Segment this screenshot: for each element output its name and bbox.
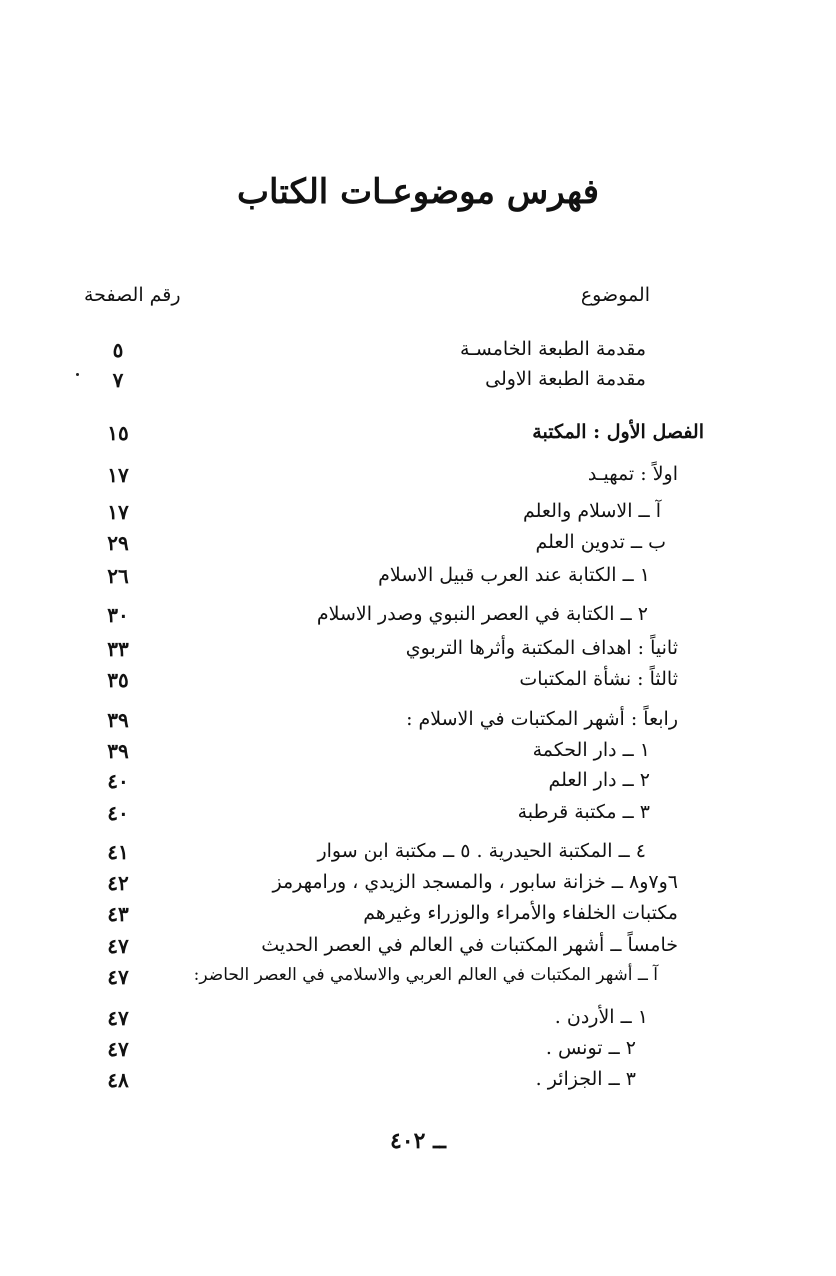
toc-entry-page: ٢٩ [107, 531, 129, 555]
toc-entry [0, 668, 836, 698]
toc-entry-title: ٣ ــ الجزائر . [535, 1068, 636, 1090]
toc-entry-page: ٣٣ [107, 637, 129, 661]
topic-column-header: الموضوع [580, 284, 650, 306]
toc-entry-title: مقدمة الطبعة الخامسـة [460, 338, 646, 360]
toc-entry [0, 708, 836, 738]
toc-entry [0, 500, 836, 530]
toc-entry-title: آ ــ الاسلام والعلم [522, 500, 661, 522]
toc-entry [0, 637, 836, 667]
toc-entry [0, 421, 836, 451]
toc-entry-title: ثالثاً : نشأة المكتبات [519, 668, 678, 690]
toc-entry-page: ٤٣ [107, 902, 129, 926]
toc-entry-page: ٤٧ [107, 1037, 129, 1061]
toc-entry-page: ١٧ [107, 463, 129, 487]
toc-entry-page: ٤٢ [107, 871, 129, 895]
stray-dot [76, 373, 79, 376]
toc-entry [0, 934, 836, 964]
toc-entry-title: ١ ــ الكتابة عند العرب قبيل الاسلام [378, 564, 650, 586]
page-title: فهرس موضوعـات الكتاب [237, 172, 599, 212]
toc-entry-page: ٣٥ [107, 668, 129, 692]
toc-entry-title: خامساً ــ أشهر المكتبات في العالم في العصر الحديث [261, 934, 678, 956]
toc-entry-title: مقدمة الطبعة الاولى [485, 368, 646, 390]
toc-entry [0, 769, 836, 799]
toc-entry-title: الفصل الأول : المكتبة [532, 421, 704, 443]
toc-entry [0, 801, 836, 831]
toc-entry-title: ٣ ــ مكتبة قرطبة [517, 801, 650, 823]
toc-entry-title: ٢ ــ الكتابة في العصر النبوي وصدر الاسلام [316, 603, 648, 625]
toc-entry-page: ٢٦ [107, 564, 129, 588]
toc-entry-title: آ ــ أشهر المكتبات في العالم العربي والاسلامي في العصر الحاضر: [193, 965, 658, 985]
toc-entry [0, 564, 836, 594]
toc-entry [0, 1068, 836, 1098]
toc-entry [0, 338, 836, 368]
toc-entry-title: اولاً : تمهيـد [587, 463, 678, 485]
toc-entry-title: ١ ــ الأردن . [554, 1006, 648, 1028]
toc-entry [0, 603, 836, 633]
toc-entry-title: ٤ ــ المكتبة الحيدرية . ٥ ــ مكتبة ابن سوار [317, 840, 646, 862]
toc-entry-title: ٢ ــ تونس . [545, 1037, 636, 1059]
toc-entry-page: ١٧ [107, 500, 129, 524]
toc-entry [0, 1037, 836, 1067]
toc-entry-page: ٣٠ [107, 603, 129, 627]
toc-entry-page: ١٥ [107, 421, 129, 445]
toc-entry-page: ٥ [112, 338, 124, 362]
toc-entry-page: ٣٩ [107, 739, 129, 763]
toc-entry [0, 1006, 836, 1036]
toc-entry-title: رابعاً : أشهر المكتبات في الاسلام : [406, 708, 678, 730]
toc-entry-page: ٤٧ [107, 934, 129, 958]
toc-entry [0, 463, 836, 493]
toc-entry [0, 902, 836, 932]
toc-entry-title: ١ ــ دار الحكمة [532, 739, 650, 761]
toc-entry-title: مكتبات الخلفاء والأمراء والوزراء وغيرهم [363, 902, 678, 924]
toc-entry-page: ٣٩ [107, 708, 129, 732]
toc-entry-title: ثانياً : اهداف المكتبة وأثرها التربوي [405, 637, 678, 659]
page-number-column-header: رقم الصفحة [84, 284, 181, 306]
toc-entry-title: ب ــ تدوين العلم [535, 531, 666, 553]
toc-entry-title: ٢ ــ دار العلم [548, 769, 650, 791]
toc-entry [0, 871, 836, 901]
toc-entry [0, 965, 836, 995]
toc-entry [0, 368, 836, 398]
toc-entry-page: ٤٠ [107, 801, 129, 825]
toc-entry-page: ٤٧ [107, 1006, 129, 1030]
toc-entry-page: ٤٠ [107, 769, 129, 793]
toc-entry [0, 531, 836, 561]
toc-entry [0, 739, 836, 769]
toc-entry-page: ٤٨ [107, 1068, 129, 1092]
toc-entry-page: ٤٧ [107, 965, 129, 989]
toc-entry-page: ٧ [112, 368, 124, 392]
toc-entry [0, 840, 836, 870]
toc-entry-page: ٤١ [107, 840, 129, 864]
toc-entry-title: ٦و٧و٨ ــ خزانة سابور ، والمسجد الزيدي ، ورامهرمز [272, 871, 678, 893]
page-number: ــ ٤٠٢ [389, 1128, 446, 1154]
